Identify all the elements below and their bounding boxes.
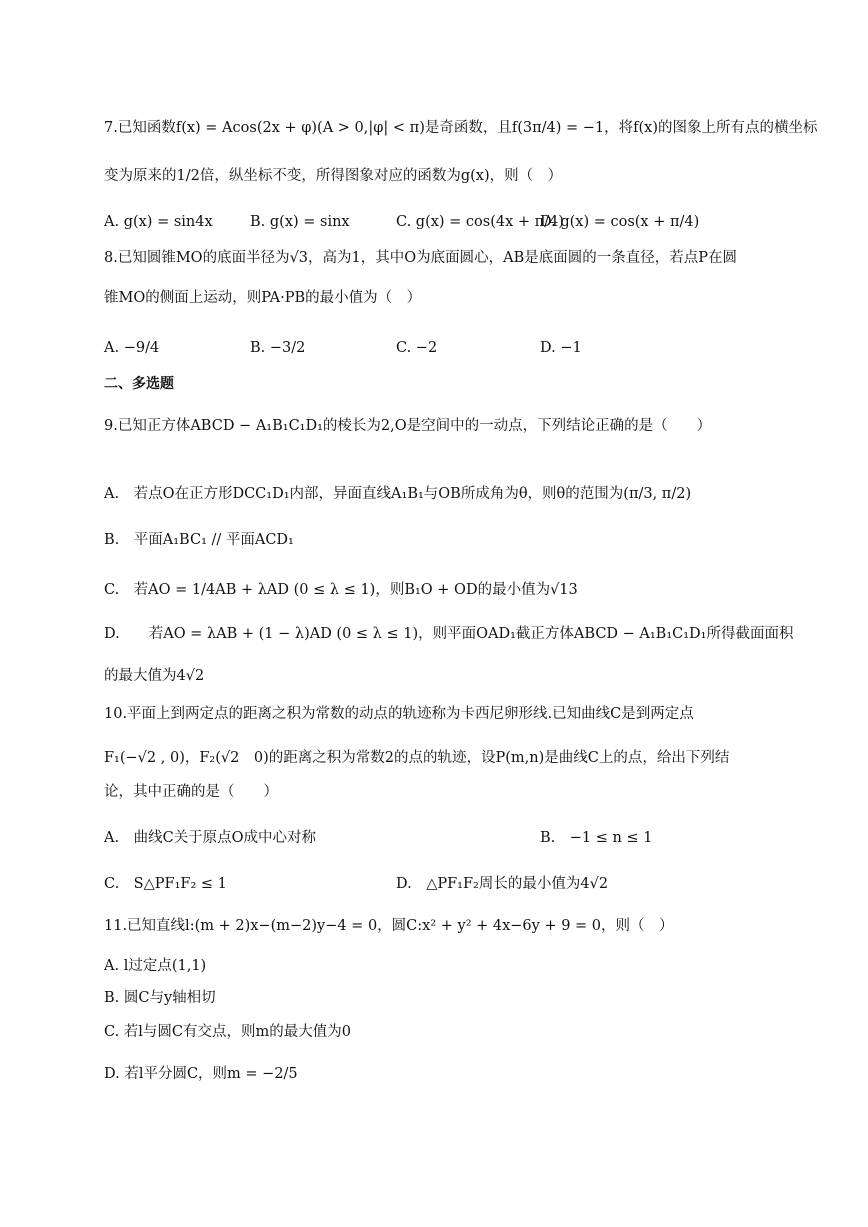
q7-stem-line1: [104, 120, 818, 137]
q8-option-a: A. −9/4: [104, 340, 160, 356]
q11-stem: 11.已知直线l:(m + 2)x−(m−2)y−4 = 0，圆C:x² + y² + 4x−6y + 9 = 0，则（ ）: [104, 918, 674, 934]
q11-option-c: C. 若l与圆C有交点，则m的最大值为0: [104, 1024, 352, 1040]
q9-option-c: C. 若AO = 1/4AB + λAD (0 ≤ λ ≤ 1)，则B₁O + OD的最小值为√13: [104, 582, 578, 598]
section-heading: 二、多选题: [104, 376, 174, 392]
q8-option-d: D. −1: [540, 340, 582, 356]
q8-option-c: C. −2: [396, 340, 438, 356]
q9-option-b: B. 平面A₁BC₁ // 平面ACD₁: [104, 532, 294, 548]
q10-option-b: B. −1 ≤ n ≤ 1: [540, 830, 653, 846]
q10-option-d: D. △PF₁F₂周长的最小值为4√2: [396, 876, 609, 892]
q10-stem-line1: 10.平面上到两定点的距离之积为常数的动点的轨迹称为卡西尼卵形线.已知曲线C是到两定点: [104, 706, 694, 722]
q7-stem-line2: [104, 168, 788, 185]
q8-stem-line1: [104, 250, 788, 267]
q10-option-c: C. S△PF₁F₂ ≤ 1: [104, 876, 227, 892]
q7-option-c: C. g(x) = cos(4x + π/4): [396, 214, 564, 230]
q7-option-b: B. g(x) = sinx: [250, 214, 350, 230]
q7-option-a: A. g(x) = sin4x: [104, 214, 213, 230]
q10-option-a: A. 曲线C关于原点O成中心对称: [104, 830, 317, 846]
q9-option-d-line2: 的最大值为4√2: [104, 668, 205, 684]
q8-line1-text: 8.已知圆锥MO的底面半径为√3，高为1，其中O为底面圆心，AB是底面圆的一条直径，若点P在圆: [104, 250, 738, 266]
q9-stem: 9.已知正方体ABCD − A₁B₁C₁D₁的棱长为2,O是空间中的一动点，下列结论正确的是（ ）: [104, 418, 712, 434]
q9-option-d-line1: D. 若AO = λAB + (1 − λ)AD (0 ≤ λ ≤ 1)，则平面OAD₁截正方体ABCD − A₁B₁C₁D₁所得截面面积: [104, 626, 794, 642]
q11-option-b: B. 圆C与y轴相切: [104, 990, 216, 1006]
q7-line1-text: 7.已知函数f(x) = Acos(2x + φ)(A > 0,|φ| < π)是奇函数，且f(3π/4) = −1，将f(x)的图象上所有点的横坐标: [104, 120, 818, 136]
q8-line2-text: 锥MO的侧面上运动，则PA·PB的最小值为（ ）: [104, 290, 422, 306]
q8-stem-line2: [104, 290, 788, 307]
q7-line2-text: 变为原来的1/2倍，纵坐标不变，所得图象对应的函数为g(x)，则（ ）: [104, 168, 563, 184]
q9-option-a: A. 若点O在正方形DCC₁D₁内部，异面直线A₁B₁与OB所成角为θ，则θ的范围为(π/3, π/2): [104, 486, 692, 502]
q10-stem-line2: F₁(−√2 , 0)，F₂(√2 0)的距离之积为常数2的点的轨迹，设P(m,n)是曲线C上的点，给出下列结: [104, 750, 730, 766]
q11-option-a: A. l过定点(1,1): [104, 958, 207, 974]
q10-stem-line3: 论，其中正确的是（ ）: [104, 784, 278, 800]
q8-option-b: B. −3/2: [250, 340, 306, 356]
q7-option-d: D. g(x) = cos(x + π/4): [540, 214, 700, 230]
q11-option-d: D. 若l平分圆C，则m = −2/5: [104, 1066, 298, 1082]
